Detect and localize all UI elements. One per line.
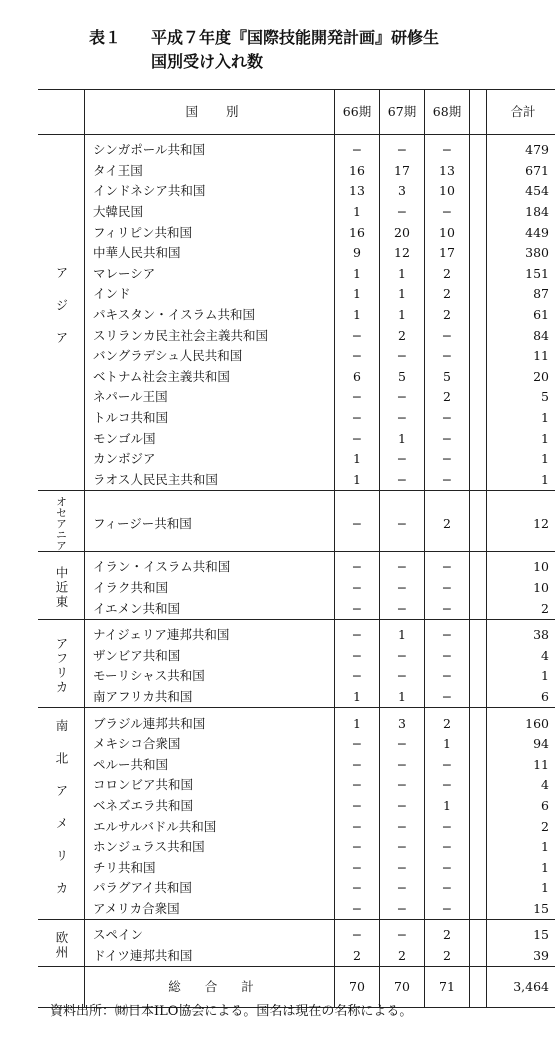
period-67-value: − [380,857,425,878]
period-66-value: − [335,775,380,796]
total-value: 449 [525,224,549,240]
table-row [38,491,555,552]
period-68-value: 1 [425,734,470,755]
total-value: 10 [533,559,549,575]
total-value: 1 [541,839,549,855]
total-value: 380 [525,245,549,261]
period-66-value: 1 [335,264,380,285]
gap-cell [470,367,487,388]
period-68-value: 2 [425,708,470,734]
gap-cell [470,708,487,734]
gap-cell [470,796,487,817]
period-67-value: − [380,645,425,666]
region-cell [38,135,85,491]
total-value: 61 [533,307,549,323]
period-66-value: 6 [335,367,380,388]
table-row [38,796,555,817]
period-68-value: − [425,619,470,645]
gap-cell [470,619,487,645]
period-67-value: − [380,346,425,367]
table-row [38,878,555,899]
total-value: 5 [541,389,549,405]
period-66-value: − [335,598,380,619]
period-66-value: 1 [335,687,380,708]
table-row [38,449,555,470]
total-value: 87 [533,286,549,302]
period-67-value: 1 [380,687,425,708]
gap-cell [470,598,487,619]
total-value: 2 [487,598,555,619]
region-cell [38,552,85,620]
period-68-value: − [425,687,470,708]
period-67-value: 1 [380,428,425,449]
country-name: イラン・イスラム共和国 [85,552,335,578]
table-row [38,734,555,755]
table-row [38,387,555,408]
header-gap [470,90,487,135]
country-name: フィリピン共和国 [85,222,335,243]
gap-cell [470,687,487,708]
period-66-value: 1 [335,708,380,734]
table-row [38,284,555,305]
period-68-value: − [425,645,470,666]
gap-cell [470,202,487,223]
table-row [38,666,555,687]
period-66-value: − [335,428,380,449]
period-66-value: − [335,408,380,429]
total-value: 6 [487,687,555,708]
period-68-value: 2 [425,491,470,552]
country-name: パラグアイ共和国 [85,878,335,899]
period-68-value: − [425,408,470,429]
table-row [38,687,555,708]
total-value: 454 [525,183,549,199]
region-cell [38,491,85,552]
period-67-value: 12 [380,243,425,264]
header-period-68: 68期 [425,90,470,135]
grand-total-66: 70 [335,967,380,1008]
period-67-value: 17 [380,161,425,182]
gap-cell [470,734,487,755]
period-66-value: 13 [335,181,380,202]
region-label: アフリカ [54,637,69,696]
country-name: モーリシャス共和国 [85,666,335,687]
table-body [38,90,555,1008]
period-67-value: 1 [380,284,425,305]
table-row [38,775,555,796]
total-value: 20 [533,368,549,384]
gap-cell [470,408,487,429]
total-value: 160 [525,715,549,731]
total-value: 184 [525,204,549,220]
country-name: タイ王国 [85,161,335,182]
period-66-value: − [335,387,380,408]
gap-cell [470,837,487,858]
gap-cell [470,428,487,449]
period-67-value: − [380,775,425,796]
header-country: 国別 [85,90,335,135]
period-68-value: 2 [425,264,470,285]
country-name: モンゴル国 [85,428,335,449]
period-67-value: − [380,754,425,775]
gap-cell [470,578,487,599]
country-name: 中華人民共和国 [85,243,335,264]
gap-cell [470,552,487,578]
gap-cell [470,946,487,967]
gap-cell [470,920,487,946]
total-value: 1 [541,451,549,467]
source-footnote: 資料出所：㈶日本ILO協会による。国名は現在の名称による。 [50,1004,413,1019]
gap-cell [470,305,487,326]
period-66-value: − [335,899,380,920]
period-68-value: 2 [425,305,470,326]
gap-cell [470,387,487,408]
period-66-value: − [335,135,380,161]
total-value: 38 [533,627,549,643]
table-row [38,264,555,285]
gap-cell [470,161,487,182]
period-67-value: 3 [380,708,425,734]
total-value: 94 [533,736,549,752]
period-68-value: − [425,837,470,858]
period-68-value: − [425,899,470,920]
period-67-value: − [380,408,425,429]
gap-cell [470,967,487,1008]
total-value: 151 [525,265,549,281]
period-66-value: − [335,920,380,946]
table-row [38,202,555,223]
grand-total-68: 71 [425,967,470,1008]
table-row [38,135,555,161]
table-row [38,181,555,202]
country-name: イエメン共和国 [85,598,335,619]
header-row [38,90,555,135]
country-name: メキシコ合衆国 [85,734,335,755]
table-row [38,470,555,491]
table-title-line2: 国別受け入れ数 [151,52,264,71]
grand-total-label: 総合計 [85,967,335,1008]
country-name: インド [85,284,335,305]
region-label: アジア [54,266,69,364]
table-row [38,243,555,264]
period-66-value: − [335,857,380,878]
period-67-value: 2 [380,946,425,967]
table-row [38,816,555,837]
trainee-table [38,89,555,1008]
country-name: エルサルバドル共和国 [85,816,335,837]
period-68-value: − [425,202,470,223]
total-value: 2 [541,818,549,834]
region-label: 欧州 [54,931,69,961]
total-value: 39 [487,946,555,967]
period-68-value: 2 [425,387,470,408]
country-name: チリ共和国 [85,857,335,878]
gap-cell [470,181,487,202]
period-66-value: 2 [335,946,380,967]
table-row [38,408,555,429]
period-66-value: − [335,837,380,858]
table-title [89,26,529,50]
gap-cell [470,775,487,796]
period-66-value: − [335,666,380,687]
period-68-value: − [425,857,470,878]
country-name: インドネシア共和国 [85,181,335,202]
total-value: 1 [541,430,549,446]
gap-cell [470,222,487,243]
period-67-value: − [380,796,425,817]
table-row [38,754,555,775]
total-value: 1 [541,410,549,426]
period-68-value: − [425,325,470,346]
period-66-value: 1 [335,202,380,223]
gap-cell [470,491,487,552]
period-66-value: − [335,491,380,552]
period-66-value: − [335,796,380,817]
country-name: 大韓民国 [85,202,335,223]
country-name: イラク共和国 [85,578,335,599]
total-value: 11 [533,756,549,772]
gap-cell [470,666,487,687]
period-67-value: − [380,552,425,578]
total-value: 1 [541,859,549,875]
table-row [38,899,555,920]
table-row [38,708,555,734]
table-title-block [89,26,529,74]
period-66-value: − [335,552,380,578]
total-value: 1 [487,470,555,491]
table-row [38,428,555,449]
table-row [38,598,555,619]
total-value: 15 [487,899,555,920]
country-name: ブラジル連邦共和国 [85,708,335,734]
gap-cell [470,243,487,264]
gap-cell [470,449,487,470]
period-67-value: − [380,878,425,899]
region-label: オセアニア [54,496,68,552]
gap-cell [470,754,487,775]
gap-cell [470,284,487,305]
country-name: トルコ共和国 [85,408,335,429]
country-name: ホンジュラス共和国 [85,837,335,858]
gap-cell [470,346,487,367]
period-68-value: − [425,754,470,775]
period-67-value: 1 [380,305,425,326]
table-row [38,578,555,599]
period-68-value: − [425,775,470,796]
gap-cell [470,264,487,285]
table-row [38,161,555,182]
total-value: 1 [541,880,549,896]
total-value: 12 [487,491,555,552]
table-row [38,946,555,967]
header-total: 合計 [487,90,555,135]
grand-total-value: 3,464 [487,967,555,1008]
region-cell [38,708,85,920]
table-row [38,837,555,858]
period-67-value: − [380,135,425,161]
region-label: 中近東 [54,566,69,610]
table-row [38,552,555,578]
table-row [38,367,555,388]
period-68-value: 2 [425,284,470,305]
total-value: 6 [541,797,549,813]
period-68-value: 2 [425,946,470,967]
country-name: シンガポール共和国 [85,135,335,161]
grand-total-67: 70 [380,967,425,1008]
header-period-66: 66期 [335,90,380,135]
period-66-value: 9 [335,243,380,264]
period-66-value: − [335,619,380,645]
gap-cell [470,857,487,878]
period-66-value: 1 [335,284,380,305]
total-value: 4 [541,777,549,793]
total-value: 11 [533,348,549,364]
gap-cell [470,135,487,161]
gap-cell [470,899,487,920]
region-cell [38,920,85,967]
table-row [38,857,555,878]
region-cell [38,619,85,707]
total-value: 84 [533,327,549,343]
period-66-value: − [335,878,380,899]
period-67-value: 3 [380,181,425,202]
period-66-value: 1 [335,305,380,326]
period-67-value: − [380,491,425,552]
period-67-value: 1 [380,619,425,645]
table-row [38,619,555,645]
period-67-value: − [380,920,425,946]
period-67-value: 2 [380,325,425,346]
country-name: コロンビア共和国 [85,775,335,796]
period-67-value: − [380,899,425,920]
table-title-line1: 平成７年度『国際技能開発計画』研修生 [151,28,440,47]
period-66-value: − [335,346,380,367]
period-67-value: − [380,837,425,858]
gap-cell [470,325,487,346]
table-number: 表１ [89,28,122,47]
period-68-value: − [425,598,470,619]
period-68-value: − [425,135,470,161]
period-67-value: − [380,449,425,470]
total-value: 4 [541,647,549,663]
period-68-value: − [425,428,470,449]
table-row [38,346,555,367]
total-value: 10 [533,579,549,595]
period-68-value: 2 [425,920,470,946]
country-name: ドイツ連邦共和国 [85,946,335,967]
period-67-value: − [380,202,425,223]
table-row [38,920,555,946]
period-66-value: − [335,645,380,666]
period-68-value: − [425,816,470,837]
table-row [38,325,555,346]
period-68-value: 5 [425,367,470,388]
country-name: ラオス人民民主共和国 [85,470,335,491]
country-name: マレーシア [85,264,335,285]
period-68-value: 1 [425,796,470,817]
country-name: ネパール王国 [85,387,335,408]
period-66-value: 1 [335,470,380,491]
total-value: 671 [525,162,549,178]
period-67-value: 5 [380,367,425,388]
country-name: パキスタン・イスラム共和国 [85,305,335,326]
total-value: 479 [525,142,549,158]
period-68-value: − [425,552,470,578]
period-68-value: − [425,878,470,899]
period-67-value: 1 [380,264,425,285]
country-name: バングラデシュ人民共和国 [85,346,335,367]
period-67-value: 20 [380,222,425,243]
period-66-value: − [335,754,380,775]
table-row [38,305,555,326]
period-68-value: 13 [425,161,470,182]
country-name: フィージー共和国 [85,491,335,552]
country-name: ベトナム社会主義共和国 [85,367,335,388]
period-67-value: − [380,816,425,837]
header-region-cell [38,90,85,135]
country-name: ペルー共和国 [85,754,335,775]
period-68-value: − [425,666,470,687]
period-68-value: 17 [425,243,470,264]
gap-cell [470,470,487,491]
period-68-value: − [425,578,470,599]
period-67-value: − [380,734,425,755]
country-name: ベネズエラ共和国 [85,796,335,817]
table-row [38,645,555,666]
period-68-value: − [425,346,470,367]
country-name: ナイジェリア連邦共和国 [85,619,335,645]
country-name: カンボジア [85,449,335,470]
period-66-value: 1 [335,449,380,470]
period-66-value: − [335,734,380,755]
period-68-value: 10 [425,181,470,202]
period-67-value: − [380,598,425,619]
country-name: スペイン [85,920,335,946]
region-label: 南北アメリカ [54,718,69,914]
country-name: アメリカ合衆国 [85,899,335,920]
table-row [38,222,555,243]
country-name: スリランカ民主社会主義共和国 [85,325,335,346]
gap-cell [470,645,487,666]
total-value: 15 [533,927,549,943]
period-68-value: − [425,470,470,491]
total-value: 1 [541,668,549,684]
period-67-value: − [380,470,425,491]
country-name: 南アフリカ共和国 [85,687,335,708]
period-66-value: − [335,325,380,346]
period-66-value: − [335,578,380,599]
period-66-value: 16 [335,161,380,182]
period-66-value: − [335,816,380,837]
gap-cell [470,816,487,837]
period-67-value: − [380,666,425,687]
period-68-value: − [425,449,470,470]
header-period-67: 67期 [380,90,425,135]
country-name: ザンビア共和国 [85,645,335,666]
period-67-value: − [380,387,425,408]
period-68-value: 10 [425,222,470,243]
gap-cell [470,878,487,899]
period-66-value: 16 [335,222,380,243]
period-67-value: − [380,578,425,599]
